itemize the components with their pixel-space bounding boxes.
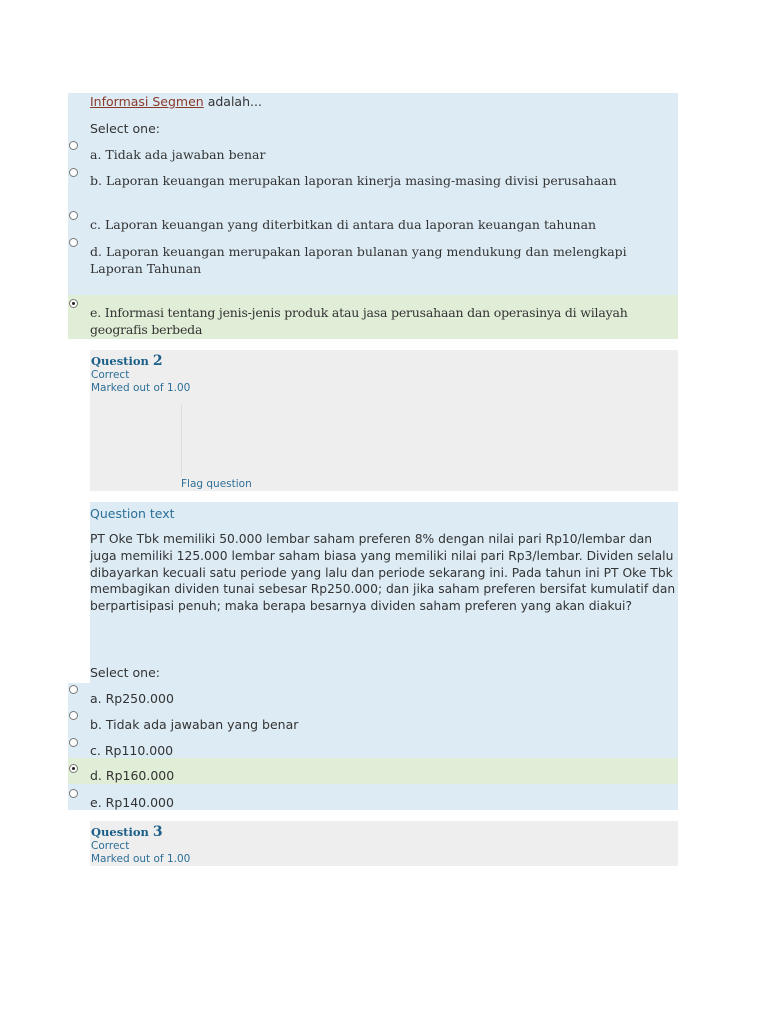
q1-option-b-radio[interactable]: [69, 168, 78, 177]
q2-option-d-radio[interactable]: [69, 764, 78, 773]
q1-option-d-radio[interactable]: [69, 238, 78, 247]
q1-prompt-rest: adalah...: [203, 94, 262, 109]
q2-info-panel: [90, 350, 678, 491]
q2-option-e-radio[interactable]: [69, 789, 78, 798]
q2-option-c-radio[interactable]: [69, 738, 78, 747]
q2-question-text-heading: Question text: [90, 506, 175, 521]
q1-option-a-radio[interactable]: [69, 141, 78, 150]
q2-status: Correct: [91, 369, 130, 381]
q2-number-value: 2: [152, 353, 163, 369]
q2-option-c[interactable]: c. Rp110.000: [90, 743, 174, 758]
q2-option-b[interactable]: b. Tidak ada jawaban yang benar: [90, 717, 299, 732]
q2-info-divider: [181, 404, 182, 477]
q1-option-c[interactable]: c. Laporan keuangan yang diterbitkan di antara dua laporan keuangan tahunan: [90, 217, 597, 232]
q2-option-a-radio[interactable]: [69, 685, 78, 694]
q2-marks: Marked out of 1.00: [91, 382, 191, 394]
q3-number-value: 3: [152, 824, 163, 840]
q3-number: [91, 824, 163, 840]
q3-status: Correct: [91, 840, 130, 852]
q2-number-label: Question: [91, 354, 149, 368]
q2-option-e[interactable]: e. Rp140.000: [90, 795, 174, 810]
q1-select-one-label: Select one:: [90, 121, 161, 136]
q1-option-b[interactable]: b. Laporan keuangan merupakan laporan kinerja masing-masing divisi perusahaan: [90, 173, 617, 188]
q2-question-text: PT Oke Tbk memiliki 50.000 lembar saham preferen 8% dengan nilai pari Rp10/lembar dan juga memiliki 125.000 lembar saham biasa yang memiliki nilai pari Rp3/lembar. Dividen selalu dibayarkan kecuali satu periode yang lalu dan periode sekarang ini. Pada tahun ini PT Oke Tbk membagikan dividen tunai sebesar Rp250.000; dan jika saham preferen bersifat kumulatif dan berpartisipasi penuh; maka berapa besarnya dividen saham preferen yang akan diakui?: [90, 532, 676, 614]
q1-option-d[interactable]: d. Laporan keuangan merupakan laporan bulanan yang mendukung dan melengkapi Laporan Tahunan: [90, 244, 627, 276]
q1-prompt: [90, 94, 262, 109]
q2-select-one-label: Select one:: [90, 665, 161, 680]
q1-prompt-link[interactable]: Informasi Segmen: [90, 94, 204, 109]
q3-number-label: Question: [91, 825, 149, 839]
q1-option-a[interactable]: a. Tidak ada jawaban benar: [90, 147, 266, 162]
q1-option-e[interactable]: e. Informasi tentang jenis-jenis produk atau jasa perusahaan dan operasinya di wilayah geografis berbeda: [90, 305, 628, 337]
q2-flag-question-link[interactable]: Flag question: [181, 478, 252, 490]
q2-option-a[interactable]: a. Rp250.000: [90, 691, 174, 706]
q1-option-e-radio[interactable]: [69, 299, 78, 308]
q2-number: [91, 353, 163, 369]
q3-marks: Marked out of 1.00: [91, 853, 191, 865]
q2-option-d[interactable]: d. Rp160.000: [90, 768, 175, 783]
q1-option-c-radio[interactable]: [69, 211, 78, 220]
q2-option-b-radio[interactable]: [69, 711, 78, 720]
